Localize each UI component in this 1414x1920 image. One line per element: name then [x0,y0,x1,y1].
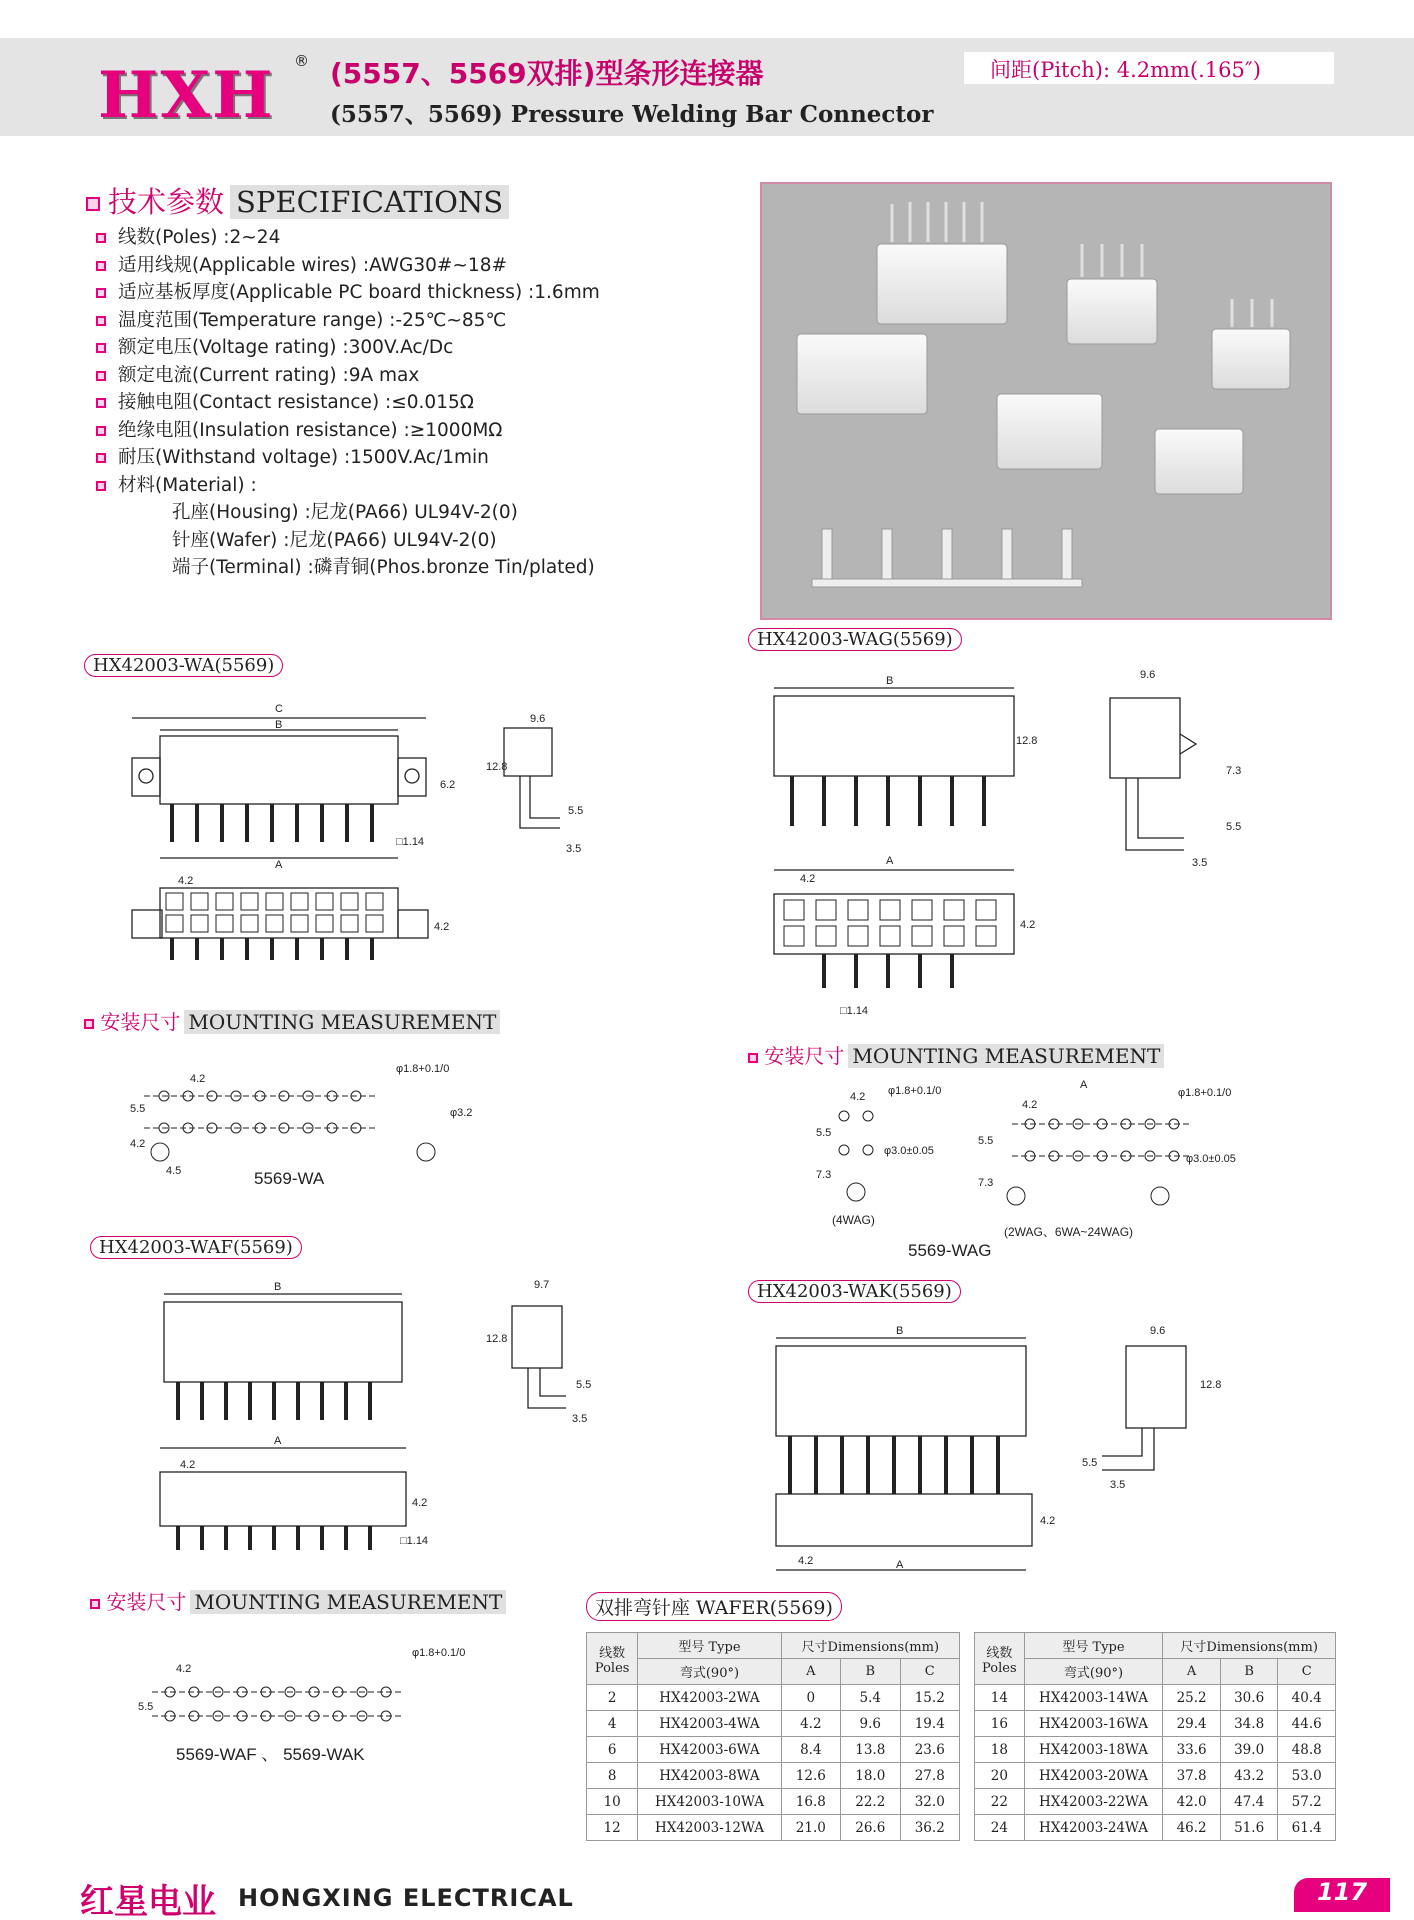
wa-drawing [120,688,620,988]
wa-label: HX42003-WA(5569) [84,654,283,677]
col-dims: 尺寸Dimensions(mm) [781,1633,959,1659]
wag-mounting-drawing [760,1074,1360,1264]
wafer-table-title: 双排弯针座 WAFER(5569) [586,1592,842,1621]
waf-drawing [150,1272,620,1562]
col-poles: 线数 Poles [587,1633,638,1685]
col-poles: 线数 Poles [975,1633,1025,1685]
wag-drawing [760,664,1320,1034]
dim-label: 9.6 [1140,669,1156,681]
dim-label: 5.5 [568,805,584,817]
dim-label: 12.8 [486,1333,508,1345]
dim-label: 12.8 [1016,735,1038,747]
table-row: 4 HX42003-4WA 4.2 9.6 19.4 [587,1711,960,1737]
bullet-icon [96,398,106,408]
dim-label: 12.8 [486,761,508,773]
wa-pins [170,804,374,960]
dim-label: 9.7 [534,1279,550,1291]
dim-label: A [896,1559,904,1571]
dim-label: 4.2 [850,1091,866,1103]
spec-item: 耐压(Withstand voltage) :1500V.Ac/1min [96,444,600,472]
wak-pins [788,1436,1000,1494]
table-row: 20 HX42003-20WA 37.8 43.2 53.0 [975,1763,1336,1789]
wa-mounting-caption: 5569-WA [254,1169,325,1188]
dim-label: 7.3 [1226,765,1242,777]
wag-mounting-caption: 5569-WAG [908,1241,992,1260]
material-item: 针座(Wafer) :尼龙(PA66) UL94V-2(0) [172,529,497,551]
dim-label: 5.5 [576,1379,592,1391]
col-a: A [1163,1659,1221,1685]
dim-label: φ3.0±0.05 [884,1145,934,1157]
col-type: 型号 Type [638,1633,781,1659]
table-row: 18 HX42003-18WA 33.6 39.0 48.8 [975,1737,1336,1763]
dim-label: 12.8 [1200,1379,1222,1391]
dim-label: φ1.8+0.1/0 [412,1647,466,1659]
dim-label: 3.5 [1192,857,1208,869]
waf-label: HX42003-WAF(5569) [90,1236,302,1259]
waf-mounting-title: 安装尺寸 MOUNTING MEASUREMENT [90,1586,506,1615]
dim-label: φ1.8+0.1/0 [396,1063,450,1075]
dim-label: 4.2 [176,1663,192,1675]
pitch-label: 间距(Pitch): 4.2mm(.165″) [964,52,1334,84]
wa-mounting-title: 安装尺寸 MOUNTING MEASUREMENT [84,1006,500,1035]
waf-pins [176,1382,372,1550]
table-row: 24 HX42003-24WA 46.2 51.6 61.4 [975,1815,1336,1841]
dim-label: A [886,855,894,867]
registered-mark: ® [294,52,309,70]
wak-drawing [760,1316,1320,1576]
spec-item: 接触电阻(Contact resistance) :≤0.015Ω [96,389,600,417]
col-c: C [900,1659,960,1685]
table-row: 6 HX42003-6WA 8.4 13.8 23.6 [587,1737,960,1763]
dim-label: 5.5 [978,1135,994,1147]
dim-label: B [275,719,283,731]
dim-label: 6.2 [440,779,456,791]
dim-label: φ1.8+0.1/0 [1178,1087,1232,1099]
dim-label: 4.5 [166,1165,182,1177]
dim-label: □1.14 [396,836,425,848]
bullet-icon [96,426,106,436]
spec-item: 材料(Material) : [96,472,600,500]
table-row: 10 HX42003-10WA 16.8 22.2 32.0 [587,1789,960,1815]
dim-label: 4.2 [1040,1515,1056,1527]
spec-item: 线数(Poles) :2~24 [96,224,600,252]
dim-label: 4.2 [798,1555,814,1567]
dim-label: C [275,703,283,715]
wafer-table-right [974,1632,1336,1841]
dim-label: φ3.0±0.05 [1186,1153,1236,1165]
dim-label: φ1.8+0.1/0 [888,1085,942,1097]
connector-photo-illustration [762,184,1330,618]
col-a: A [781,1659,840,1685]
dim-label: 4.2 [1020,919,1036,931]
wag-other-caption: (2WAG、6WA~24WAG) [1004,1225,1134,1239]
bullet-icon [96,371,106,381]
wag-pins [790,776,986,988]
wag-4wag-caption: (4WAG) [832,1213,875,1227]
dim-label: □1.14 [400,1535,429,1547]
dim-label: 4.2 [1022,1099,1038,1111]
dim-label: B [896,1325,904,1337]
col-type: 型号 Type [1024,1633,1163,1659]
bullet-icon [748,1053,758,1063]
dim-label: □1.14 [840,1005,869,1017]
bullet-icon [96,288,106,298]
wa-mounting-drawing [120,1052,500,1202]
spec-title-cn: 技术参数 [108,185,225,219]
dim-label: 5.5 [1226,821,1242,833]
bullet-icon [96,453,106,463]
wak-label: HX42003-WAK(5569) [748,1280,961,1303]
dim-label: 4.2 [130,1138,146,1150]
specifications-title [86,180,509,221]
dim-label: 3.5 [572,1413,588,1425]
table-row: 22 HX42003-22WA 42.0 47.4 57.2 [975,1789,1336,1815]
table-row: 16 HX42003-16WA 29.4 34.8 44.6 [975,1711,1336,1737]
bullet-square-icon [86,197,100,211]
dim-label: 4.2 [190,1073,206,1085]
bullet-icon [96,316,106,326]
table-row: 2 HX42003-2WA 0 5.4 15.2 [587,1685,960,1711]
table-row: 12 HX42003-12WA 21.0 26.6 36.2 [587,1815,960,1841]
bullet-icon [96,261,106,271]
material-item: 端子(Terminal) :磷青铜(Phos.bronze Tin/plated) [172,557,595,578]
bullet-icon [96,343,106,353]
dim-label: 4.2 [800,873,816,885]
dim-label: 7.3 [816,1169,832,1181]
col-type-sub: 弯式(90°) [1024,1659,1163,1685]
dim-label: A [274,1435,282,1447]
title-chinese: (5557、5569双排)型条形连接器 [330,57,764,90]
bullet-icon [84,1019,94,1029]
spec-item: 温度范围(Temperature range) :-25℃~85℃ [96,307,600,335]
wafwak-mounting-caption: 5569-WAF 、 5569-WAK [176,1745,365,1764]
dim-label: 9.6 [530,713,546,725]
wag-mounting-title: 安装尺寸 MOUNTING MEASUREMENT [748,1040,1164,1069]
dim-label: 4.2 [180,1459,196,1471]
spec-item: 适应基板厚度(Applicable PC board thickness) :1.6mm [96,279,600,307]
dim-label: 5.5 [1082,1457,1098,1469]
wafwak-mounting-drawing [130,1636,490,1776]
spec-item: 绝缘电阻(Insulation resistance) :≥1000MΩ [96,417,600,445]
dim-label: 9.6 [1150,1325,1166,1337]
specifications-list [96,224,600,582]
table-row: 14 HX42003-14WA 25.2 30.6 40.4 [975,1685,1336,1711]
dim-label: 3.5 [1110,1479,1126,1491]
dim-label: 7.3 [978,1177,994,1189]
dim-label: 4.2 [412,1497,428,1509]
spec-title-en: SPECIFICATIONS [230,185,509,219]
dim-label: 4.2 [434,921,450,933]
title-english: (5557、5569) Pressure Welding Bar Connector [330,101,934,128]
dim-label: φ3.2 [450,1107,473,1119]
dim-label: A [1080,1079,1088,1091]
bullet-icon [90,1599,100,1609]
dim-label: 5.5 [138,1701,154,1713]
page-number: 117 [1294,1878,1390,1912]
brand-logo: HXH [98,58,275,133]
col-c: C [1278,1659,1336,1685]
dim-label: A [275,859,283,871]
col-b: B [1220,1659,1278,1685]
dim-label: B [886,675,894,687]
dim-label: 5.5 [130,1103,146,1115]
bullet-icon [96,233,106,243]
table-row: 8 HX42003-8WA 12.6 18.0 27.8 [587,1763,960,1789]
footer-company-cn: 红星电业 [80,1882,216,1920]
dim-label: B [274,1281,282,1293]
material-item: 孔座(Housing) :尼龙(PA66) UL94V-2(0) [172,502,518,523]
bullet-icon [96,481,106,491]
footer-company-en: HONGXING ELECTRICAL [238,1884,574,1912]
dim-label: 4.2 [178,875,194,887]
col-type-sub: 弯式(90°) [638,1659,781,1685]
dim-label: 3.5 [566,843,582,855]
wafer-table-left [586,1632,960,1841]
spec-item: 额定电压(Voltage rating) :300V.Ac/Dc [96,334,600,362]
col-dims: 尺寸Dimensions(mm) [1163,1633,1336,1659]
dim-label: 5.5 [816,1127,832,1139]
product-photo [760,182,1332,620]
spec-item: 适用线规(Applicable wires) :AWG30#~18# [96,252,600,280]
wag-label: HX42003-WAG(5569) [748,628,962,651]
col-b: B [841,1659,900,1685]
spec-item: 额定电流(Current rating) :9A max [96,362,600,390]
